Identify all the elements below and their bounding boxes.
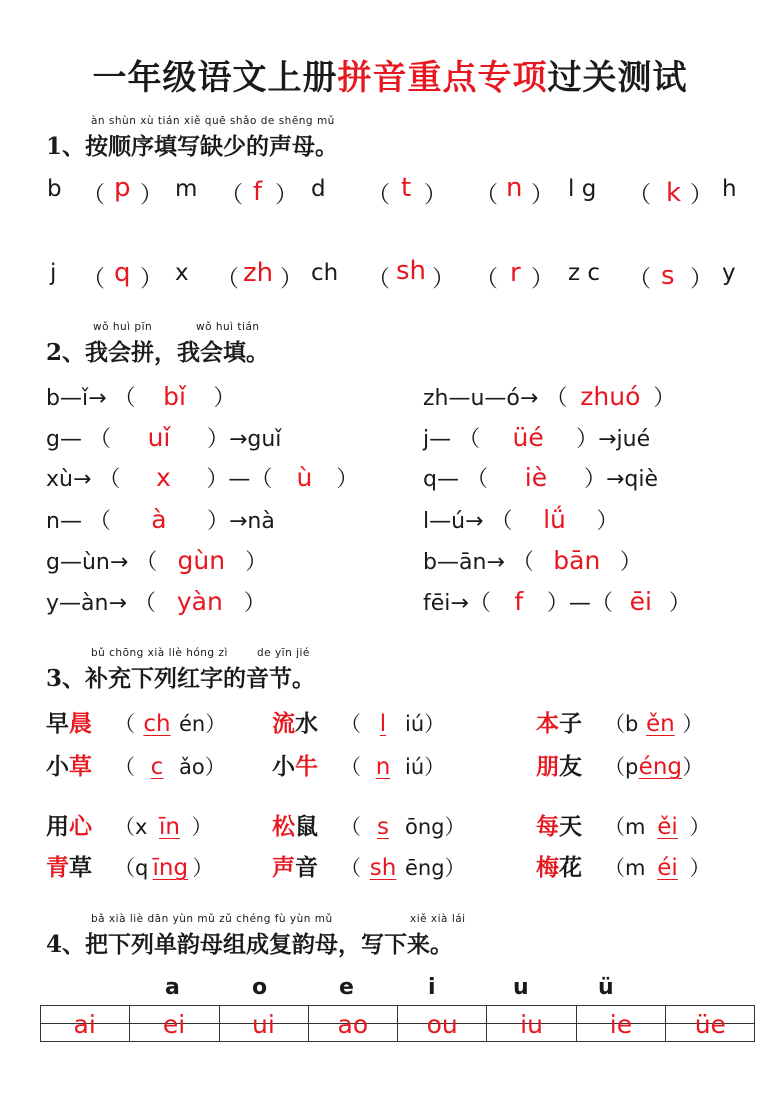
s2-item: j— （ üé ）→jué [423, 423, 651, 452]
vowel: o [252, 975, 268, 1000]
vowel: e [339, 975, 354, 1000]
hanzi: 鼠 [295, 813, 318, 840]
section-1-pinyin: àn shùn xù tián xiě quē shǎo de shēng mǔ [91, 115, 335, 127]
hanzi: 早 [46, 710, 69, 737]
s3-item: 用心 （x īn ） [46, 813, 213, 840]
s2-item: fēi→（ f ）—（ ēi ） [423, 587, 691, 616]
s2-item: n— （ à ）→nà [46, 505, 275, 534]
answer: r [510, 258, 521, 288]
section-4-pinyin-b: xiě xià lái [410, 913, 466, 925]
answer: k [666, 178, 682, 208]
s2-item: g— （ uǐ ）→guǐ [46, 423, 282, 452]
s3-item: 声音 （ sh ēng） [272, 854, 466, 881]
section-2-pinyin-b: wǒ huì tián [196, 321, 260, 333]
vowel: a [165, 975, 180, 1000]
hanzi: 流 [272, 710, 295, 737]
compound-final-answer: ei [162, 1010, 186, 1039]
compound-final-answer: ui [252, 1010, 275, 1039]
syllable-answer: l [379, 711, 387, 737]
hanzi: 每 [536, 813, 559, 840]
compound-final-answer: ou [426, 1010, 458, 1039]
s3-item: 梅花 （m éi ） [536, 854, 711, 881]
compound-final-answer: iu [520, 1010, 543, 1039]
vowel: i [428, 975, 436, 1000]
hanzi: 牛 [295, 753, 318, 780]
s3-item: 流水 （ l iú） [272, 710, 446, 737]
vowel: u [513, 975, 529, 1000]
hanzi: 朋 [536, 753, 559, 780]
section-3-pinyin-a: bǔ chōng xià liè hóng zì [91, 647, 228, 659]
syllable-answer: īng [152, 855, 189, 881]
answer: t [401, 173, 412, 203]
hanzi: 声 [272, 854, 295, 881]
compound-final-answer: ie [609, 1010, 633, 1039]
answer: n [506, 173, 523, 203]
hanzi: 小 [272, 753, 295, 780]
hanzi: 音 [295, 854, 318, 881]
page-title: 一年级语文上册拼音重点专项过关测试 [92, 58, 688, 98]
syllable-answer: n [375, 754, 391, 780]
hanzi: 天 [559, 813, 582, 840]
vowel: ü [598, 975, 614, 1000]
hanzi: 友 [559, 753, 582, 780]
hanzi: 子 [559, 710, 582, 737]
s2-item: y—àn→ （ yàn ） [46, 587, 266, 616]
hanzi: 草 [69, 854, 92, 881]
syllable-answer: s [377, 814, 389, 840]
hanzi: 本 [536, 710, 559, 737]
syllable-answer: sh [369, 855, 397, 881]
syllable-answer: ěi [657, 814, 678, 840]
hanzi: 心 [69, 813, 92, 840]
section-4-heading: 4、把下列单韵母组成复韵母，写下来。 [46, 931, 454, 958]
hanzi: 松 [272, 813, 295, 840]
compound-final-answer: üe [694, 1010, 726, 1039]
hanzi: 水 [295, 710, 318, 737]
s3-item: 朋友 （péng） [536, 753, 704, 780]
syllable-answer: ěn [645, 711, 675, 737]
answer: sh [396, 256, 427, 286]
s2-item: xù→ （ x ）—（ ù ） [46, 463, 359, 492]
syllable-answer: īn [158, 814, 180, 840]
syllable-answer: c [150, 754, 164, 780]
answer: f [253, 177, 263, 207]
section-3-pinyin-b: de yīn jié [257, 647, 310, 659]
s2-item: g—ùn→ （ gùn ） [46, 546, 268, 575]
s3-item: 青草 （q īng ） [46, 854, 214, 881]
answer: s [661, 261, 675, 291]
hanzi: 梅 [536, 854, 559, 881]
answer: p [114, 173, 131, 203]
section-2-heading: 2、我会拼，我会填。 [46, 339, 270, 366]
section-4-pinyin-a: bǎ xià liè dān yùn mǔ zǔ chéng fù yùn mǔ [91, 913, 333, 925]
s3-item: 小牛 （ n iú） [272, 753, 446, 780]
syllable-answer: éng [638, 754, 682, 780]
s2-item: b—ǐ→ （ bǐ ） [46, 382, 236, 411]
hanzi: 晨 [69, 710, 92, 737]
hanzi: 草 [69, 753, 92, 780]
syllable-answer: ch [143, 711, 171, 737]
hanzi: 青 [46, 854, 69, 881]
s3-item: 早晨 （ ch én） [46, 710, 227, 737]
hanzi: 小 [46, 753, 69, 780]
s3-item: 本子 （b ěn ） [536, 710, 704, 737]
compound-final-answer: ai [73, 1010, 96, 1039]
s2-item: zh—u—ó→ （ zhuó ） [423, 382, 676, 411]
s3-item: 每天 （m ěi ） [536, 813, 711, 840]
hanzi: 花 [559, 854, 582, 881]
s2-item: b—ān→ （ bān ） [423, 546, 642, 575]
s2-item: l—ú→ （ lǘ ） [423, 505, 619, 534]
s2-item: q— （ iè ）→qiè [423, 463, 659, 492]
hanzi: 用 [46, 813, 69, 840]
section-2-pinyin-a: wǒ huì pīn [93, 321, 153, 333]
section-1-heading: 1、按顺序填写缺少的声母。 [46, 133, 339, 160]
answer: q [114, 258, 131, 288]
answer: zh [243, 258, 274, 288]
s3-item: 小草 （ c ǎo） [46, 753, 226, 780]
syllable-answer: éi [657, 855, 678, 881]
compound-final-answer: ao [337, 1010, 369, 1039]
s3-item: 松鼠 （ s ōng） [272, 813, 466, 840]
section-3-heading: 3、补充下列红字的音节。 [46, 665, 316, 692]
